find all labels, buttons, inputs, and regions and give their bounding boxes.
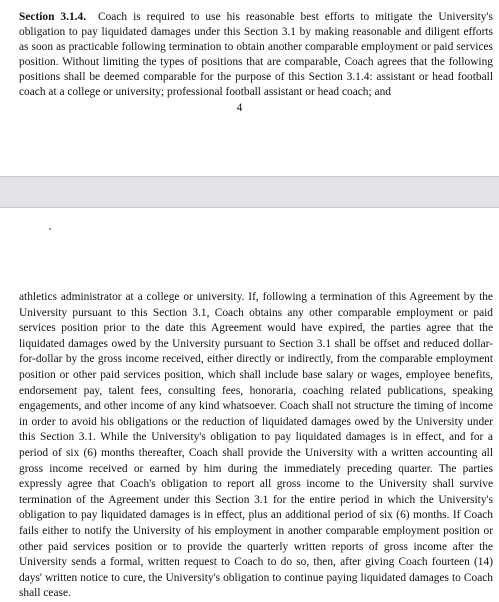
page-separator	[0, 176, 499, 208]
scan-speck	[49, 228, 51, 230]
section-heading: Section 3.1.4.	[19, 11, 87, 23]
section-body-text: Coach is required to use his reasonable best efforts to mitigate the University's obligation to pay liquidated damages under this Section 3.1 by making reasonable and diligent efforts as soon as practicable following termination to obtain another comparable employment or paid services position. Without limiting the types of positions that are comparable, Coach agrees that the following positions shall be deemed comparable for the purpose of this Section 3.1.4: assistant or head football coach at a college or university; professional football assistant or head coach; and	[19, 11, 493, 99]
continued-paragraph: athletics administrator at a college or university. If, following a termination of this Agreement by the University pursuant to this Section 3.1, Coach obtains any other comparable employment or paid services position prior to the date this Agreement would have expired, the parties agree that the liquidated damages owed by the University pursuant to Section 3.1 shall be offset and reduced dollar-for-dollar by the gross income received, either directly or indirectly, from the comparable employment position or other paid services position, which shall include base salary or wages, employee benefits, endorsement pay, talent fees, consulting fees, honoraria, coaching related publications, speaking engagements, and other income of any kind whatsoever. Coach shall not structure the timing of income in order to avoid his obligations or the reduction of liquidated damages owed by the University under this Section 3.1. While the University's obligation to pay liquidated damages is in effect, and for a period of six (6) months thereafter, Coach shall provide the University with a written accounting all gross income received or earned by him during the immediately preceding quarter. The parties expressly agree that Coach's obligation to report all gross income to the University shall survive termination of the Agreement under this Section 3.1 for the entire period in which the University's obligation to pay liquidated damages is in effect, plus an additional period of six (6) months. If Coach fails either to notify the University of his employment in another comparable employment position or other paid services position or to provide the quarterly written reports of gross income after the University sends a formal, written request to Coach to do so, then, after giving Coach fourteen (14) days' written notice to cure, the University's obligation to continue paying liquidated damages to Coach shall cease.	[19, 291, 493, 600]
page-number: 4	[236, 102, 243, 114]
section-3-1-4-paragraph	[19, 10, 493, 101]
